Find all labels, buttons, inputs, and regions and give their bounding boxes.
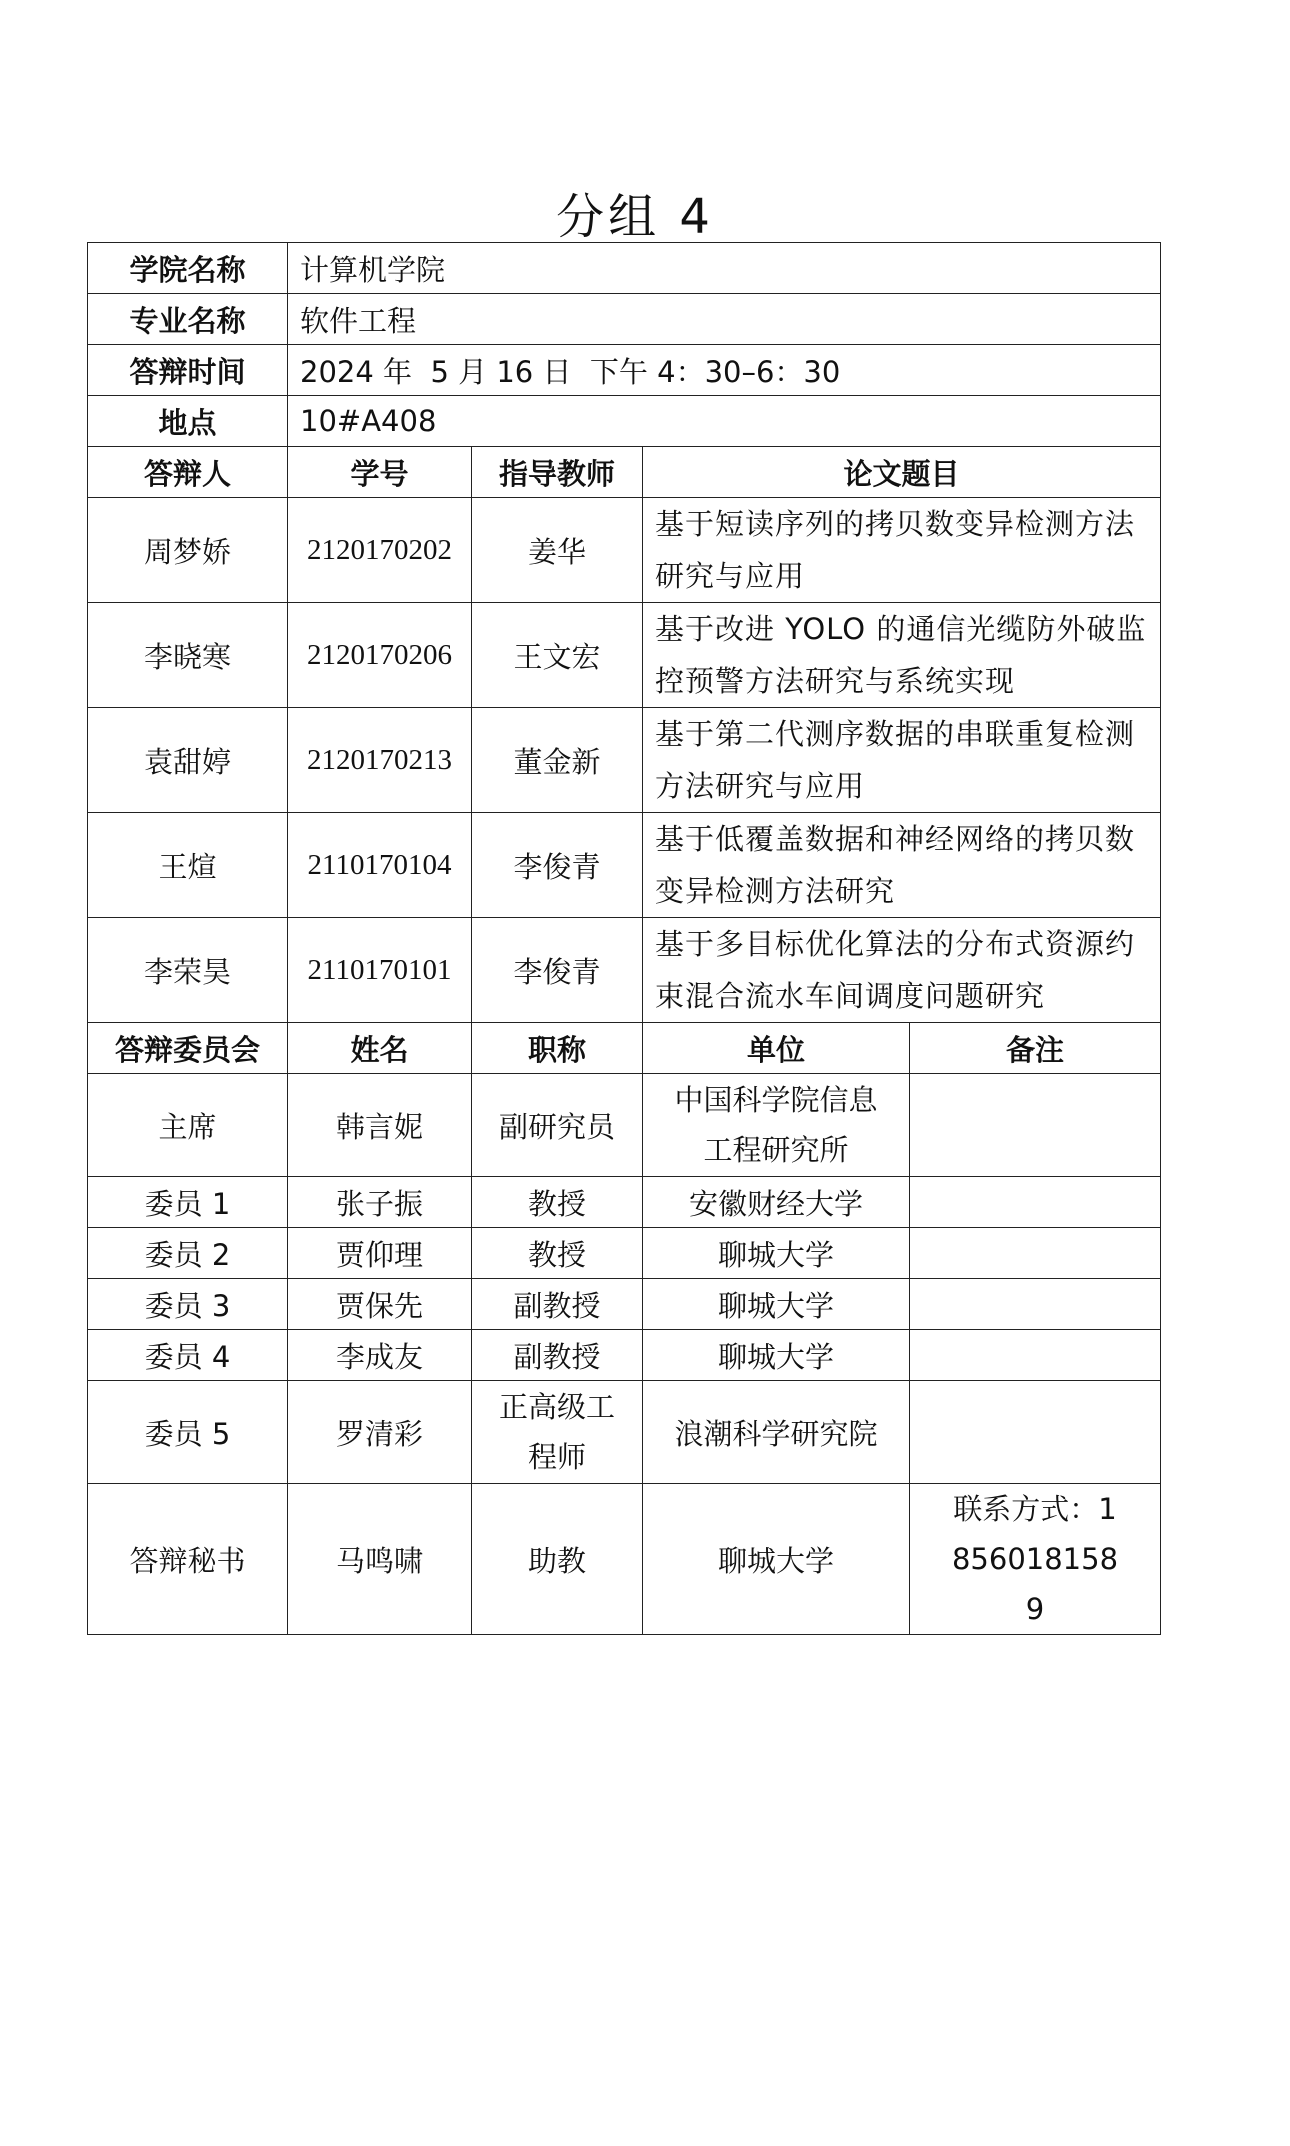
student-row [88,813,1161,918]
info-value: 10#A408 [288,396,1161,447]
committee-note [910,1279,1161,1330]
committee-unit: 聊城大学 [643,1279,910,1330]
info-label: 答辩时间 [88,345,288,396]
committee-title: 副教授 [472,1330,643,1381]
student-id: 2110170101 [288,918,472,1023]
committee-unit: 聊城大学 [643,1330,910,1381]
committee-note [910,1330,1161,1381]
student-name: 周梦娇 [88,498,288,603]
committee-note [910,1074,1161,1177]
header-cell: 职称 [472,1023,643,1074]
student-name: 李晓寒 [88,603,288,708]
student-row [88,603,1161,708]
committee-row [88,1177,1161,1228]
committee-title: 副研究员 [472,1074,643,1177]
header-cell: 单位 [643,1023,910,1074]
advisor-name: 姜华 [472,498,643,603]
defense-schedule-table [87,242,1161,1635]
header-cell: 答辩委员会 [88,1023,288,1074]
committee-unit: 聊城大学 [643,1228,910,1279]
info-row-college [88,243,1161,294]
committee-role: 委员 2 [88,1228,288,1279]
students-header-row [88,447,1161,498]
committee-note [910,1177,1161,1228]
committee-title: 正高级工程师 [472,1381,643,1484]
committee-unit: 浪潮科学研究院 [643,1381,910,1484]
committee-title: 助教 [472,1484,643,1635]
student-row [88,918,1161,1023]
header-cell: 备注 [910,1023,1161,1074]
thesis-title: 基于多目标优化算法的分布式资源约束混合流水车间调度问题研究 [643,918,1161,1023]
advisor-name: 李俊青 [472,813,643,918]
header-cell: 学号 [288,447,472,498]
student-id: 2120170206 [288,603,472,708]
thesis-title: 基于低覆盖数据和神经网络的拷贝数变异检测方法研究 [643,813,1161,918]
committee-row [88,1330,1161,1381]
header-cell: 答辩人 [88,447,288,498]
committee-row-secretary [88,1484,1161,1635]
header-cell: 论文题目 [643,447,1161,498]
committee-row [88,1074,1161,1177]
committee-role: 委员 1 [88,1177,288,1228]
committee-name: 韩言妮 [288,1074,472,1177]
info-value: 软件工程 [288,294,1161,345]
advisor-name: 王文宏 [472,603,643,708]
committee-name: 马鸣啸 [288,1484,472,1635]
committee-name: 张子振 [288,1177,472,1228]
info-value: 计算机学院 [288,243,1161,294]
committee-note-contact: 联系方式：18560181589 [910,1484,1161,1635]
committee-unit: 中国科学院信息工程研究所 [643,1074,910,1177]
student-name: 袁甜婷 [88,708,288,813]
committee-row [88,1381,1161,1484]
committee-unit: 安徽财经大学 [643,1177,910,1228]
committee-role: 委员 4 [88,1330,288,1381]
thesis-title: 基于改进 YOLO 的通信光缆防外破监控预警方法研究与系统实现 [643,603,1161,708]
committee-header-row [88,1023,1161,1074]
committee-title: 副教授 [472,1279,643,1330]
committee-note [910,1381,1161,1484]
committee-title: 教授 [472,1177,643,1228]
committee-role: 主席 [88,1074,288,1177]
header-cell: 姓名 [288,1023,472,1074]
thesis-title: 基于短读序列的拷贝数变异检测方法研究与应用 [643,498,1161,603]
committee-row [88,1228,1161,1279]
info-value: 2024 年 5 月 16 日 下午 4：30–6：30 [288,345,1161,396]
committee-note [910,1228,1161,1279]
committee-name: 罗清彩 [288,1381,472,1484]
committee-name: 贾仰理 [288,1228,472,1279]
committee-role: 答辩秘书 [88,1484,288,1635]
thesis-title: 基于第二代测序数据的串联重复检测方法研究与应用 [643,708,1161,813]
student-id: 2110170104 [288,813,472,918]
advisor-name: 董金新 [472,708,643,813]
committee-role: 委员 5 [88,1381,288,1484]
student-name: 王煊 [88,813,288,918]
student-id: 2120170213 [288,708,472,813]
student-name: 李荣昊 [88,918,288,1023]
student-row [88,498,1161,603]
student-id: 2120170202 [288,498,472,603]
committee-title: 教授 [472,1228,643,1279]
header-cell: 指导教师 [472,447,643,498]
info-row-major [88,294,1161,345]
info-label: 地点 [88,396,288,447]
info-label: 学院名称 [88,243,288,294]
advisor-name: 李俊青 [472,918,643,1023]
info-label: 专业名称 [88,294,288,345]
committee-row [88,1279,1161,1330]
info-row-location [88,396,1161,447]
committee-unit: 聊城大学 [643,1484,910,1635]
student-row [88,708,1161,813]
committee-name: 李成友 [288,1330,472,1381]
page-title: 分组 4 [556,189,714,245]
committee-role: 委员 3 [88,1279,288,1330]
committee-name: 贾保先 [288,1279,472,1330]
info-row-time [88,345,1161,396]
